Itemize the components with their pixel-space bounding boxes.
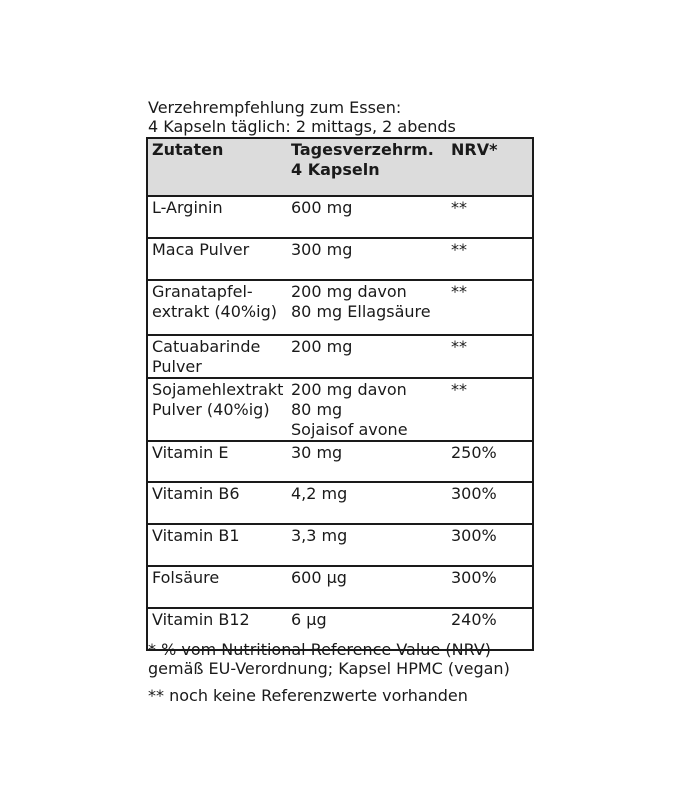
footnote-nrv-line2: gemäß EU-Verordnung; Kapsel HPMC (vegan) [148,659,510,678]
cell-amount: 200 mg [287,335,447,378]
intake-recommendation-dosage: 4 Kapseln täglich: 2 mittags, 2 abends [148,117,456,136]
cell-ingredient: Sojamehlextrakt Pulver (40%ig) [147,378,287,441]
cell-nrv: ** [447,238,533,280]
cell-amount: 600 mg [287,196,447,238]
cell-amount: 200 mg davon 80 mg Ellagsäure [287,280,447,335]
cell-ingredient: Granatapfel- extrakt (40%ig) [147,280,287,335]
cell-ingredient: Folsäure [147,566,287,608]
cell-ingredient: Vitamin B6 [147,482,287,524]
cell-nrv: ** [447,280,533,335]
cell-nrv: 240% [447,608,533,650]
cell-ingredient: L-Arginin [147,196,287,238]
table-header-row [147,138,533,196]
table-row [147,335,533,378]
cell-amount: 6 µg [287,608,447,650]
cell-ingredient: Maca Pulver [147,238,287,280]
header-nrv: NRV* [447,138,533,196]
table-row [147,566,533,608]
cell-ingredient: Vitamin B1 [147,524,287,566]
cell-ingredient: Catuabarinde Pulver [147,335,287,378]
header-ingredient: Zutaten [147,138,287,196]
cell-amount: 200 mg davon 80 mg Sojaisof avone [287,378,447,441]
table-row [147,441,533,482]
table-row [147,280,533,335]
cell-nrv: ** [447,378,533,441]
cell-amount: 30 mg [287,441,447,482]
cell-ingredient: Vitamin B12 [147,608,287,650]
cell-amount: 600 µg [287,566,447,608]
footnote-no-reference: ** noch keine Referenzwerte vorhanden [148,686,468,705]
cell-amount: 3,3 mg [287,524,447,566]
cell-amount: 300 mg [287,238,447,280]
cell-amount: 4,2 mg [287,482,447,524]
cell-nrv: 300% [447,482,533,524]
cell-nrv: 300% [447,524,533,566]
footnotes [148,640,510,705]
header-daily-amount: Tagesverzehrm. 4 Kapseln [287,138,447,196]
cell-nrv: ** [447,335,533,378]
cell-ingredient: Vitamin E [147,441,287,482]
nutrition-table [146,137,534,651]
table-row [147,196,533,238]
cell-nrv: ** [447,196,533,238]
intake-recommendation [148,98,456,136]
table-row [147,378,533,441]
cell-nrv: 300% [447,566,533,608]
table-row [147,238,533,280]
footnote-nrv-line1: * % vom Nutritional Reference Value (NRV) [148,640,492,659]
cell-nrv: 250% [447,441,533,482]
table-row [147,524,533,566]
table-row [147,482,533,524]
intake-recommendation-title: Verzehrempfehlung zum Essen: [148,98,402,117]
